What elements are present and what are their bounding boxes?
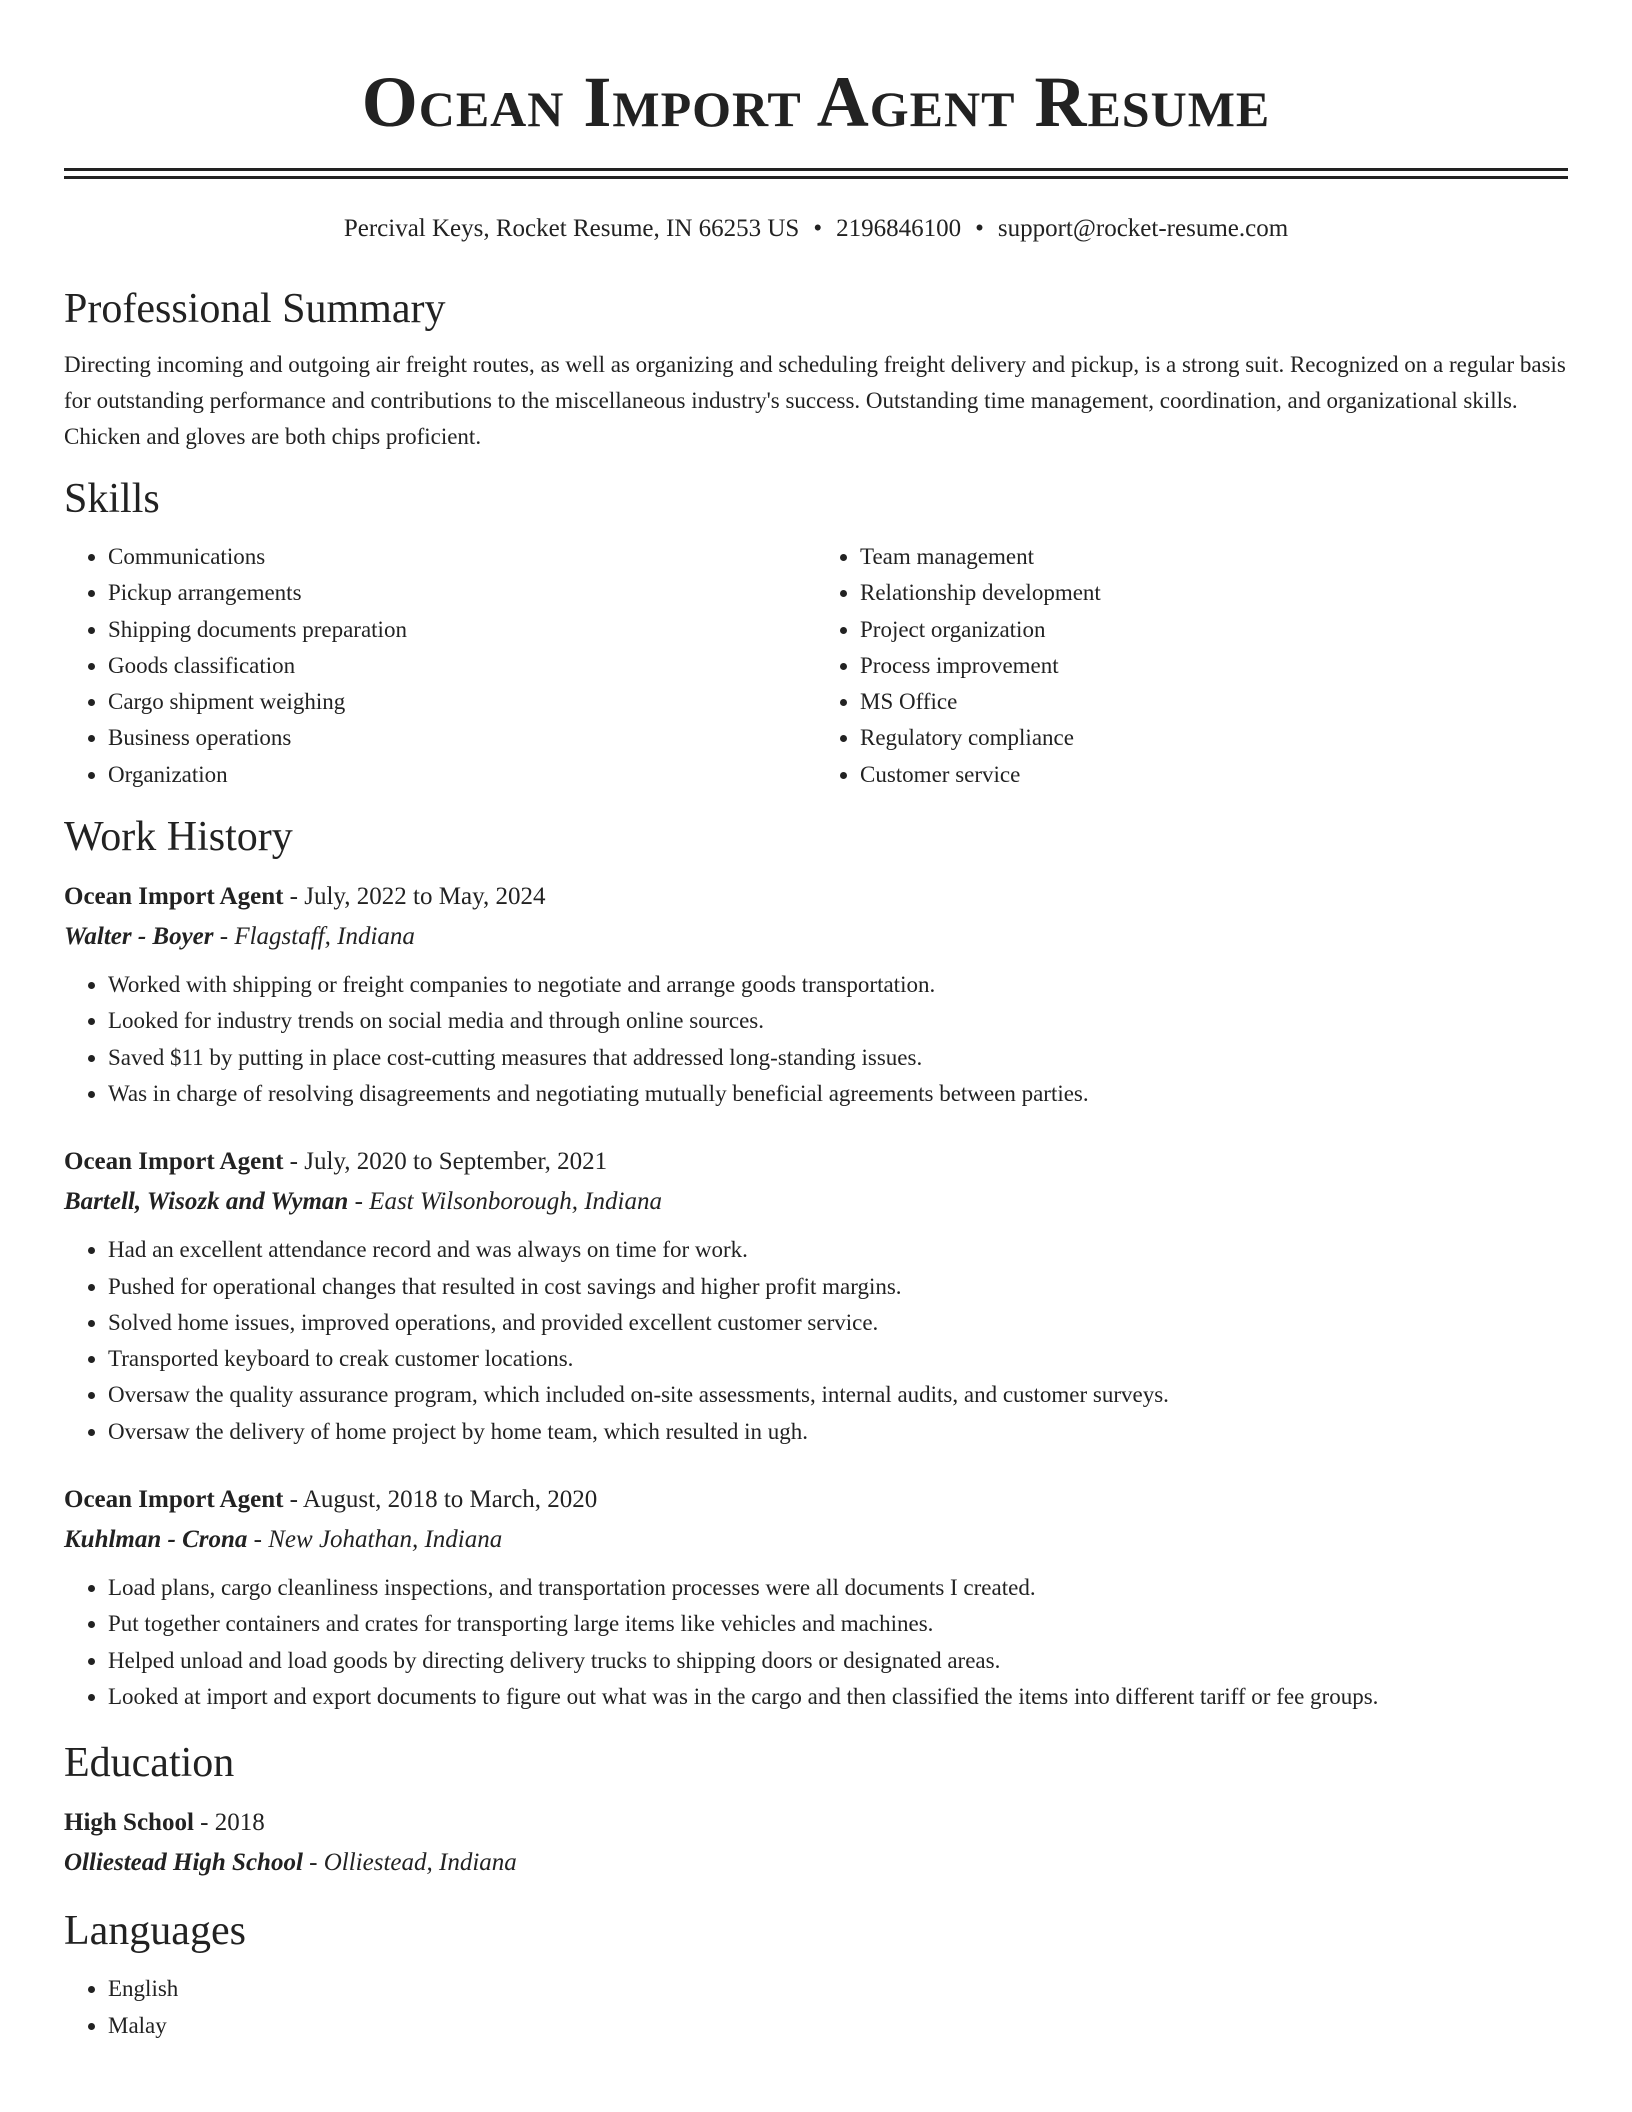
job-title-line — [64, 1142, 1568, 1182]
summary-heading: Professional Summary — [64, 286, 446, 332]
job-bullets — [64, 967, 1568, 1112]
job-bullet: • Was in charge of resolving disagreements and negotiating mutually beneficial agreements between parties. — [108, 1076, 1568, 1112]
skill-item: • Organization — [108, 757, 816, 793]
job-bullet: • Looked for industry trends on social media and through online sources. — [108, 1003, 1568, 1039]
skill-item: • Pickup arrangements — [108, 575, 816, 611]
work-history-section — [64, 811, 1568, 1715]
title-divider — [64, 168, 1568, 179]
job-title: Ocean Import Agent — [64, 883, 284, 911]
job-company-line — [64, 917, 1568, 957]
job-entry — [64, 1480, 1568, 1715]
job-location: - New Johathan, Indiana — [247, 1526, 503, 1554]
skill-item: • Communications — [108, 539, 816, 575]
job-dates: - August, 2018 to March, 2020 — [283, 1486, 598, 1514]
languages-heading: Languages — [64, 1908, 246, 1955]
skills-heading: Skills — [64, 476, 160, 522]
skill-item: • Regulatory compliance — [860, 720, 1568, 756]
education-degree-line — [64, 1803, 1568, 1843]
job-title: Ocean Import Agent — [64, 1486, 284, 1514]
job-bullet: • Saved $11 by putting in place cost-cutting measures that addressed long-standing issues. — [108, 1040, 1568, 1076]
skill-item: • Customer service — [860, 757, 1568, 793]
languages-list — [64, 1971, 1568, 2044]
job-title-line — [64, 1480, 1568, 1520]
skills-section — [64, 473, 1568, 793]
job-company: Bartell, Wisozk and Wyman — [64, 1188, 349, 1216]
job-bullet: • Solved home issues, improved operations, and provided excellent customer service. — [108, 1305, 1568, 1341]
education-entry — [64, 1803, 1568, 1883]
skill-item: • Process improvement — [860, 648, 1568, 684]
job-location: - Flagstaff, Indiana — [213, 923, 415, 951]
job-title: Ocean Import Agent — [64, 1148, 284, 1176]
language-item: • English — [108, 1971, 1568, 2007]
skill-item: • Team management — [860, 539, 1568, 575]
education-heading: Education — [64, 1740, 235, 1787]
job-company-line — [64, 1182, 1568, 1222]
education-school-line — [64, 1843, 1568, 1883]
job-company: Kuhlman - Crona — [64, 1526, 248, 1554]
skill-item: • Business operations — [108, 720, 816, 756]
skill-item: • Goods classification — [108, 648, 816, 684]
summary-section — [64, 283, 1568, 455]
job-bullet: • Put together containers and crates for transporting large items like vehicles and machines. — [108, 1606, 1568, 1642]
skill-item: • MS Office — [860, 684, 1568, 720]
job-title-line — [64, 877, 1568, 917]
job-dates: - July, 2022 to May, 2024 — [283, 883, 546, 911]
skill-item: • Shipping documents preparation — [108, 612, 816, 648]
contact-phone: 2196846100 — [836, 215, 962, 242]
contact-separator: • — [975, 215, 984, 242]
education-degree: High School — [64, 1809, 194, 1837]
job-bullet: • Pushed for operational changes that resulted in cost savings and higher profit margins. — [108, 1269, 1568, 1305]
job-bullet: • Load plans, cargo cleanliness inspections, and transportation processes were all documents I created. — [108, 1570, 1568, 1606]
contact-address: Percival Keys, Rocket Resume, IN 66253 US — [343, 215, 800, 242]
contact-line — [64, 213, 1568, 245]
job-bullet: • Worked with shipping or freight companies to negotiate and arrange goods transportation. — [108, 967, 1568, 1003]
job-company: Walter - Boyer — [64, 923, 214, 951]
skills-list-right — [816, 539, 1568, 793]
skill-item: • Project organization — [860, 612, 1568, 648]
job-entry — [64, 877, 1568, 1112]
skills-list-left — [64, 539, 816, 793]
contact-email: support@rocket-resume.com — [997, 215, 1289, 242]
job-company-line — [64, 1520, 1568, 1560]
job-bullets — [64, 1232, 1568, 1450]
page-title: Ocean Import Agent Resume — [361, 62, 1271, 142]
job-bullet: • Had an excellent attendance record and was always on time for work. — [108, 1232, 1568, 1268]
education-location: - Olliestead, Indiana — [302, 1849, 517, 1877]
job-bullet: • Transported keyboard to creak customer locations. — [108, 1341, 1568, 1377]
education-school: Olliestead High School — [64, 1849, 303, 1877]
job-bullet: • Looked at import and export documents to figure out what was in the cargo and then classified the items into different tariff or fee groups. — [108, 1679, 1568, 1715]
job-bullet: • Helped unload and load goods by directing delivery trucks to shipping doors or designated areas. — [108, 1643, 1568, 1679]
contact-separator: • — [813, 215, 823, 242]
job-dates: - July, 2020 to September, 2021 — [283, 1148, 608, 1176]
job-bullets — [64, 1570, 1568, 1715]
education-section — [64, 1737, 1568, 1883]
language-item: • Malay — [108, 2008, 1568, 2044]
job-bullet: • Oversaw the quality assurance program, which included on-site assessments, internal audits, and customer surveys. — [108, 1377, 1568, 1413]
job-entry — [64, 1142, 1568, 1450]
languages-section — [64, 1905, 1568, 2044]
summary-text: Directing incoming and outgoing air freight routes, as well as organizing and scheduling freight delivery and pickup, is a strong suit. Recognized on a regular basis for outstanding performance and contributions to the miscellaneous industry's success. Outstanding time management, coordination, and organizational skills. Chicken and gloves are both chips proficient. — [64, 352, 1566, 449]
skills-columns — [64, 539, 1568, 793]
skill-item: • Cargo shipment weighing — [108, 684, 816, 720]
work-history-heading: Work History — [64, 814, 293, 861]
job-bullet: • Oversaw the delivery of home project by home team, which resulted in ugh. — [108, 1414, 1568, 1450]
skill-item: • Relationship development — [860, 575, 1568, 611]
education-year: - 2018 — [193, 1809, 265, 1837]
job-location: - East Wilsonborough, Indiana — [348, 1188, 663, 1216]
